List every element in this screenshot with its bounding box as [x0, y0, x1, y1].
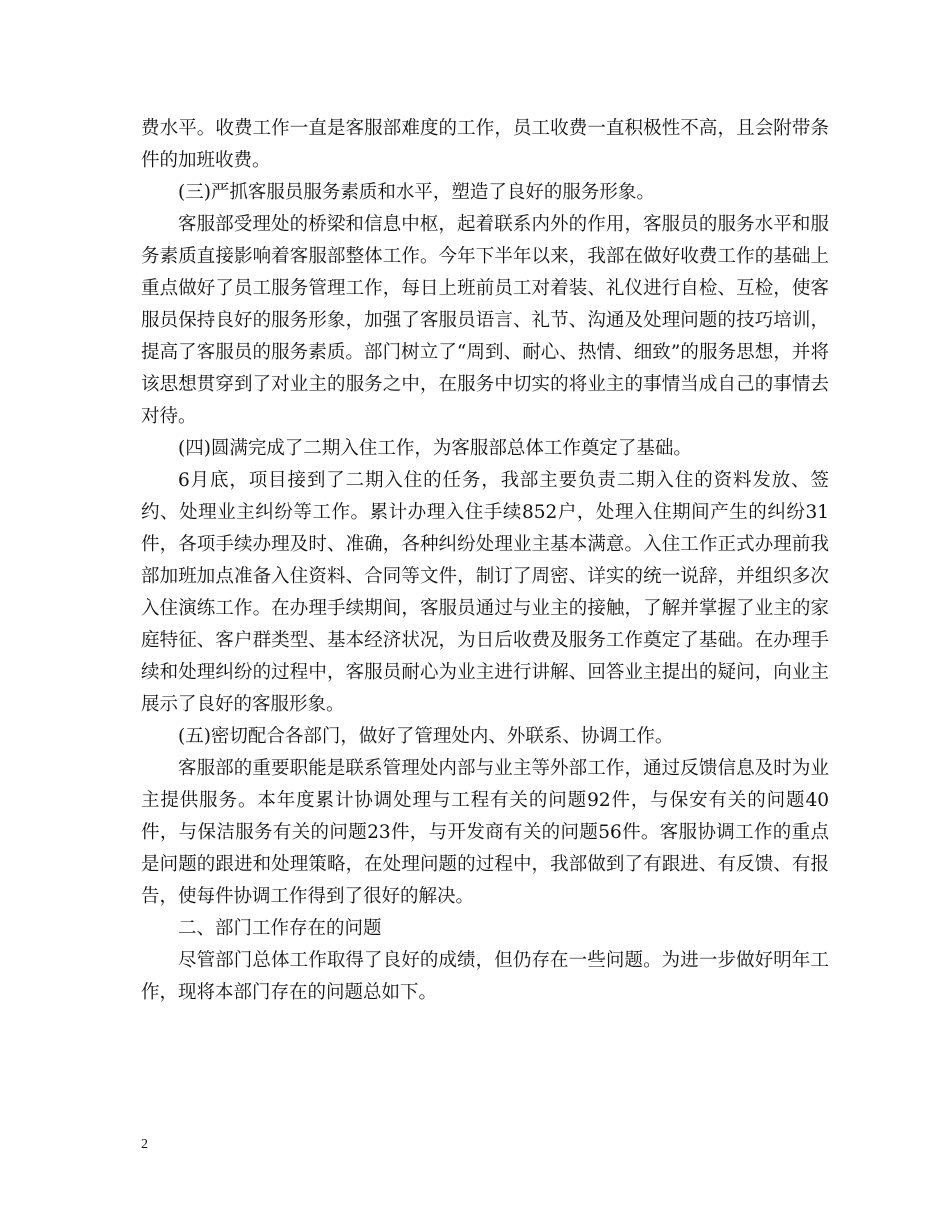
section-heading-4: (四)圆满完成了二期入住工作，为客服部总体工作奠定了基础。 — [178, 438, 692, 459]
paragraph-service-quality: 客服部受理处的桥梁和信息中枢，起着联系内外的作用，客服员的服务水平和服务素质直接影响着客服部整体工作。今年下半年以来，我部在做好收费工作的基础上重点做好了员工服务管理工作，每日上班前员工对着装、礼仪进行自检、互检，使客服员保持良好的服务形象，加强了客服员语言、礼节、沟通及处理问题的技巧培训，提高了客服员的服务素质。部门树立了“周到、耐心、热情、细致”的服务思想，并将该思想贯穿到了对业主的服务之中，在服务中切实的将业主的事情当成自己的事情去对待。 — [141, 214, 829, 427]
section-heading-5: (五)密切配合各部门，做好了管理处内、外联系、协调工作。 — [178, 726, 674, 747]
section-heading-problems: 二、部门工作存在的问题 — [178, 918, 382, 939]
paragraph-move-in: 6月底，项目接到了二期入住的任务，我部主要负责二期入住的资料发放、签约、处理业主纠纷等工作。累计办理入住手续852户，处理入住期间产生的纠纷31件，各项手续办理及时、准确，各种纠纷处理业主基本满意。入住工作正式办理前我部加班加点准备入住资料、合同等文件，制订了周密、详实的统一说辞，并组织多次入住演练工作。在办理手续期间，客服员通过与业主的接触，了解并掌握了业主的家庭特征、客户群类型、基本经济状况，为日后收费及服务工作奠定了基础。在办理手续和处理纠纷的过程中，客服员耐心为业主进行讲解、回答业主提出的疑问，向业主展示了良好的客服形象。 — [141, 470, 829, 715]
paragraph-continuation: 费水平。收费工作一直是客服部难度的工作，员工收费一直积极性不高，且会附带条件的加班收费。 — [141, 118, 829, 171]
document-body — [141, 113, 829, 1009]
paragraph-problems-intro: 尽管部门总体工作取得了良好的成绩，但仍存在一些问题。为进一步做好明年工作，现将本部门存在的问题总如下。 — [141, 950, 829, 1003]
page-number: 2 — [141, 1137, 148, 1152]
section-heading-3: (三)严抓客服员服务素质和水平，塑造了良好的服务形象。 — [178, 182, 655, 203]
paragraph-coordination: 客服部的重要职能是联系管理处内部与业主等外部工作，通过反馈信息及时为业主提供服务。本年度累计协调处理与工程有关的问题92件，与保安有关的问题40件，与保洁服务有关的问题23件，与开发商有关的问题56件。客服协调工作的重点是问题的跟进和处理策略，在处理问题的过程中，我部做到了有跟进、有反馈、有报告，使每件协调工作得到了很好的解决。 — [141, 758, 829, 907]
